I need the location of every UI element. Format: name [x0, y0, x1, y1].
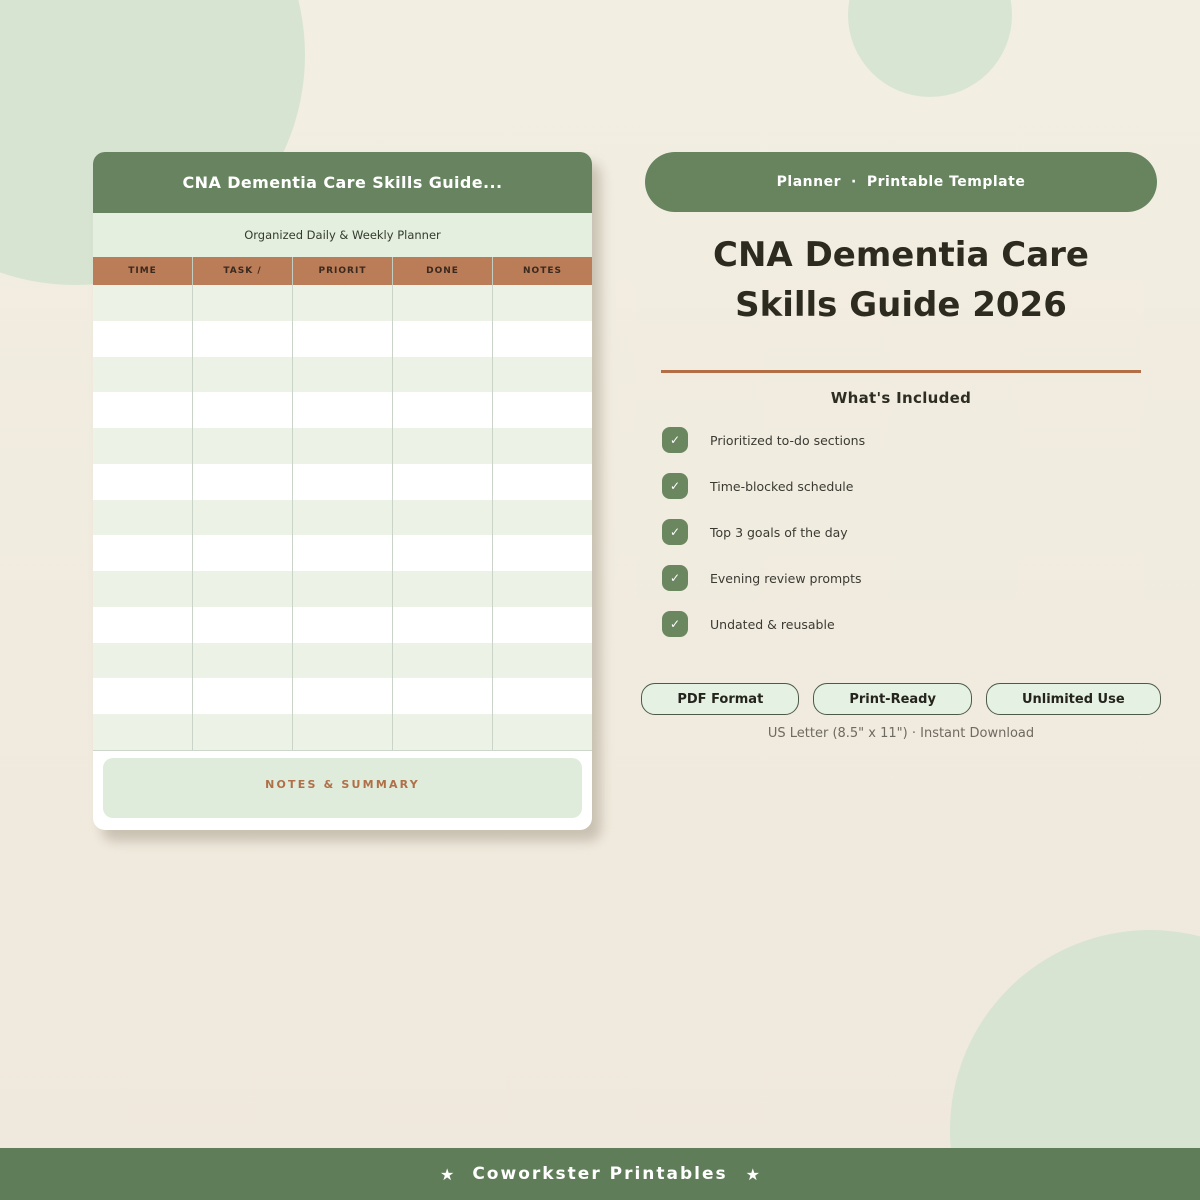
notes-summary-box — [103, 758, 582, 818]
check-icon: ✓ — [662, 611, 688, 637]
table-row — [93, 428, 592, 464]
table-row — [93, 714, 592, 750]
table-row — [93, 678, 592, 714]
whats-included-heading: What's Included — [830, 389, 972, 407]
table-cell — [393, 571, 493, 607]
feature-button-print-ready[interactable]: Print-Ready — [813, 683, 972, 715]
table-cell — [293, 500, 393, 536]
decorative-circle-top-right — [848, 0, 1012, 97]
table-cell — [393, 392, 493, 428]
table-cell — [193, 678, 293, 714]
table-header-row — [93, 257, 592, 285]
included-item — [662, 473, 1157, 499]
included-item — [662, 611, 1157, 637]
included-item-label: Undated & reusable — [710, 616, 835, 632]
table-row — [93, 571, 592, 607]
table-cell — [93, 643, 193, 679]
table-cell — [93, 678, 193, 714]
table-cell — [393, 714, 493, 750]
table-cell — [293, 464, 393, 500]
table-cell — [293, 571, 393, 607]
table-cell — [493, 678, 592, 714]
table-cell — [93, 357, 193, 393]
format-footnote: US Letter (8.5" x 11") · Instant Download — [767, 726, 1035, 741]
table-cell — [193, 392, 293, 428]
table-cell — [493, 714, 592, 750]
feature-buttons-row — [645, 683, 1157, 715]
terracotta-divider — [661, 370, 1141, 373]
included-item-label: Top 3 goals of the day — [710, 524, 848, 540]
table-cell — [393, 321, 493, 357]
table-cell — [493, 571, 592, 607]
included-item-label: Prioritized to-do sections — [710, 432, 866, 448]
table-row — [93, 643, 592, 679]
table-cell — [293, 678, 393, 714]
footer-brand-label: Coworkster Printables — [472, 1164, 728, 1184]
table-header-time: TIME — [93, 257, 193, 285]
table-header-priority: PRIORIT — [293, 257, 393, 285]
table-cell — [193, 428, 293, 464]
table-cell — [493, 392, 592, 428]
table-cell — [193, 500, 293, 536]
table-cell — [493, 535, 592, 571]
table-cell — [393, 428, 493, 464]
star-icon: ★ — [439, 1164, 455, 1184]
table-cell — [393, 643, 493, 679]
table-cell — [293, 535, 393, 571]
included-item-label: Evening review prompts — [710, 570, 862, 586]
table-cell — [293, 321, 393, 357]
table-cell — [393, 285, 493, 321]
product-title — [645, 230, 1157, 330]
badge-dot-separator: · — [851, 174, 857, 190]
included-list — [662, 427, 1157, 637]
table-row — [93, 607, 592, 643]
table-cell — [193, 321, 293, 357]
table-cell — [193, 571, 293, 607]
category-badge — [645, 152, 1157, 212]
table-cell — [93, 607, 193, 643]
table-cell — [493, 357, 592, 393]
table-cell — [93, 535, 193, 571]
feature-button-pdf-format[interactable]: PDF Format — [641, 683, 799, 715]
table-cell — [293, 428, 393, 464]
table-cell — [93, 285, 193, 321]
included-item — [662, 519, 1157, 545]
table-cell — [93, 392, 193, 428]
table-cell — [193, 357, 293, 393]
table-cell — [293, 392, 393, 428]
table-cell — [93, 428, 193, 464]
planner-card-title: CNA Dementia Care Skills Guide... — [182, 173, 503, 192]
product-title-line-2: Skills Guide 2026 — [735, 285, 1067, 325]
table-cell — [293, 643, 393, 679]
product-details — [645, 152, 1157, 741]
table-row — [93, 321, 592, 357]
notes-summary-label: NOTES & SUMMARY — [265, 778, 420, 791]
table-cell — [193, 607, 293, 643]
table-cell — [193, 285, 293, 321]
table-cell — [493, 500, 592, 536]
included-item — [662, 565, 1157, 591]
table-cell — [93, 321, 193, 357]
table-cell — [493, 321, 592, 357]
table-cell — [293, 357, 393, 393]
table-cell — [393, 357, 493, 393]
table-row — [93, 464, 592, 500]
table-cell — [93, 571, 193, 607]
badge-type-label: Printable Template — [866, 174, 1026, 190]
check-icon: ✓ — [662, 519, 688, 545]
check-icon: ✓ — [662, 565, 688, 591]
table-cell — [493, 643, 592, 679]
product-title-line-1: CNA Dementia Care — [713, 235, 1089, 275]
table-cell — [493, 285, 592, 321]
table-cell — [393, 607, 493, 643]
feature-button-unlimited-use[interactable]: Unlimited Use — [986, 683, 1161, 715]
table-cell — [193, 714, 293, 750]
check-icon: ✓ — [662, 473, 688, 499]
table-cell — [193, 464, 293, 500]
planner-preview-card — [93, 152, 592, 830]
table-cell — [93, 714, 193, 750]
star-icon: ★ — [745, 1164, 760, 1184]
table-cell — [93, 464, 193, 500]
table-cell — [193, 535, 293, 571]
planner-card-subtitle: Organized Daily & Weekly Planner — [93, 213, 592, 257]
table-cell — [293, 285, 393, 321]
footer-bar — [0, 1148, 1200, 1200]
table-header-task: TASK / — [193, 257, 293, 285]
table-row — [93, 392, 592, 428]
table-cell — [393, 464, 493, 500]
table-row — [93, 357, 592, 393]
table-header-notes: NOTES — [523, 266, 562, 276]
table-cell — [493, 428, 592, 464]
table-body — [93, 285, 592, 751]
table-cell — [393, 678, 493, 714]
table-row — [93, 535, 592, 571]
check-icon: ✓ — [662, 427, 688, 453]
badge-category-label: Planner — [776, 174, 841, 190]
table-cell — [393, 500, 493, 536]
table-cell — [193, 643, 293, 679]
table-cell — [493, 464, 592, 500]
included-item — [662, 427, 1157, 453]
table-cell — [493, 607, 592, 643]
table-cell — [93, 500, 193, 536]
table-header-done: DONE — [393, 257, 493, 285]
table-cell — [393, 535, 493, 571]
table-cell — [293, 607, 393, 643]
included-item-label: Time-blocked schedule — [710, 478, 854, 494]
table-cell — [293, 714, 393, 750]
table-row — [93, 500, 592, 536]
planner-card-header — [93, 152, 592, 213]
table-row — [93, 285, 592, 321]
